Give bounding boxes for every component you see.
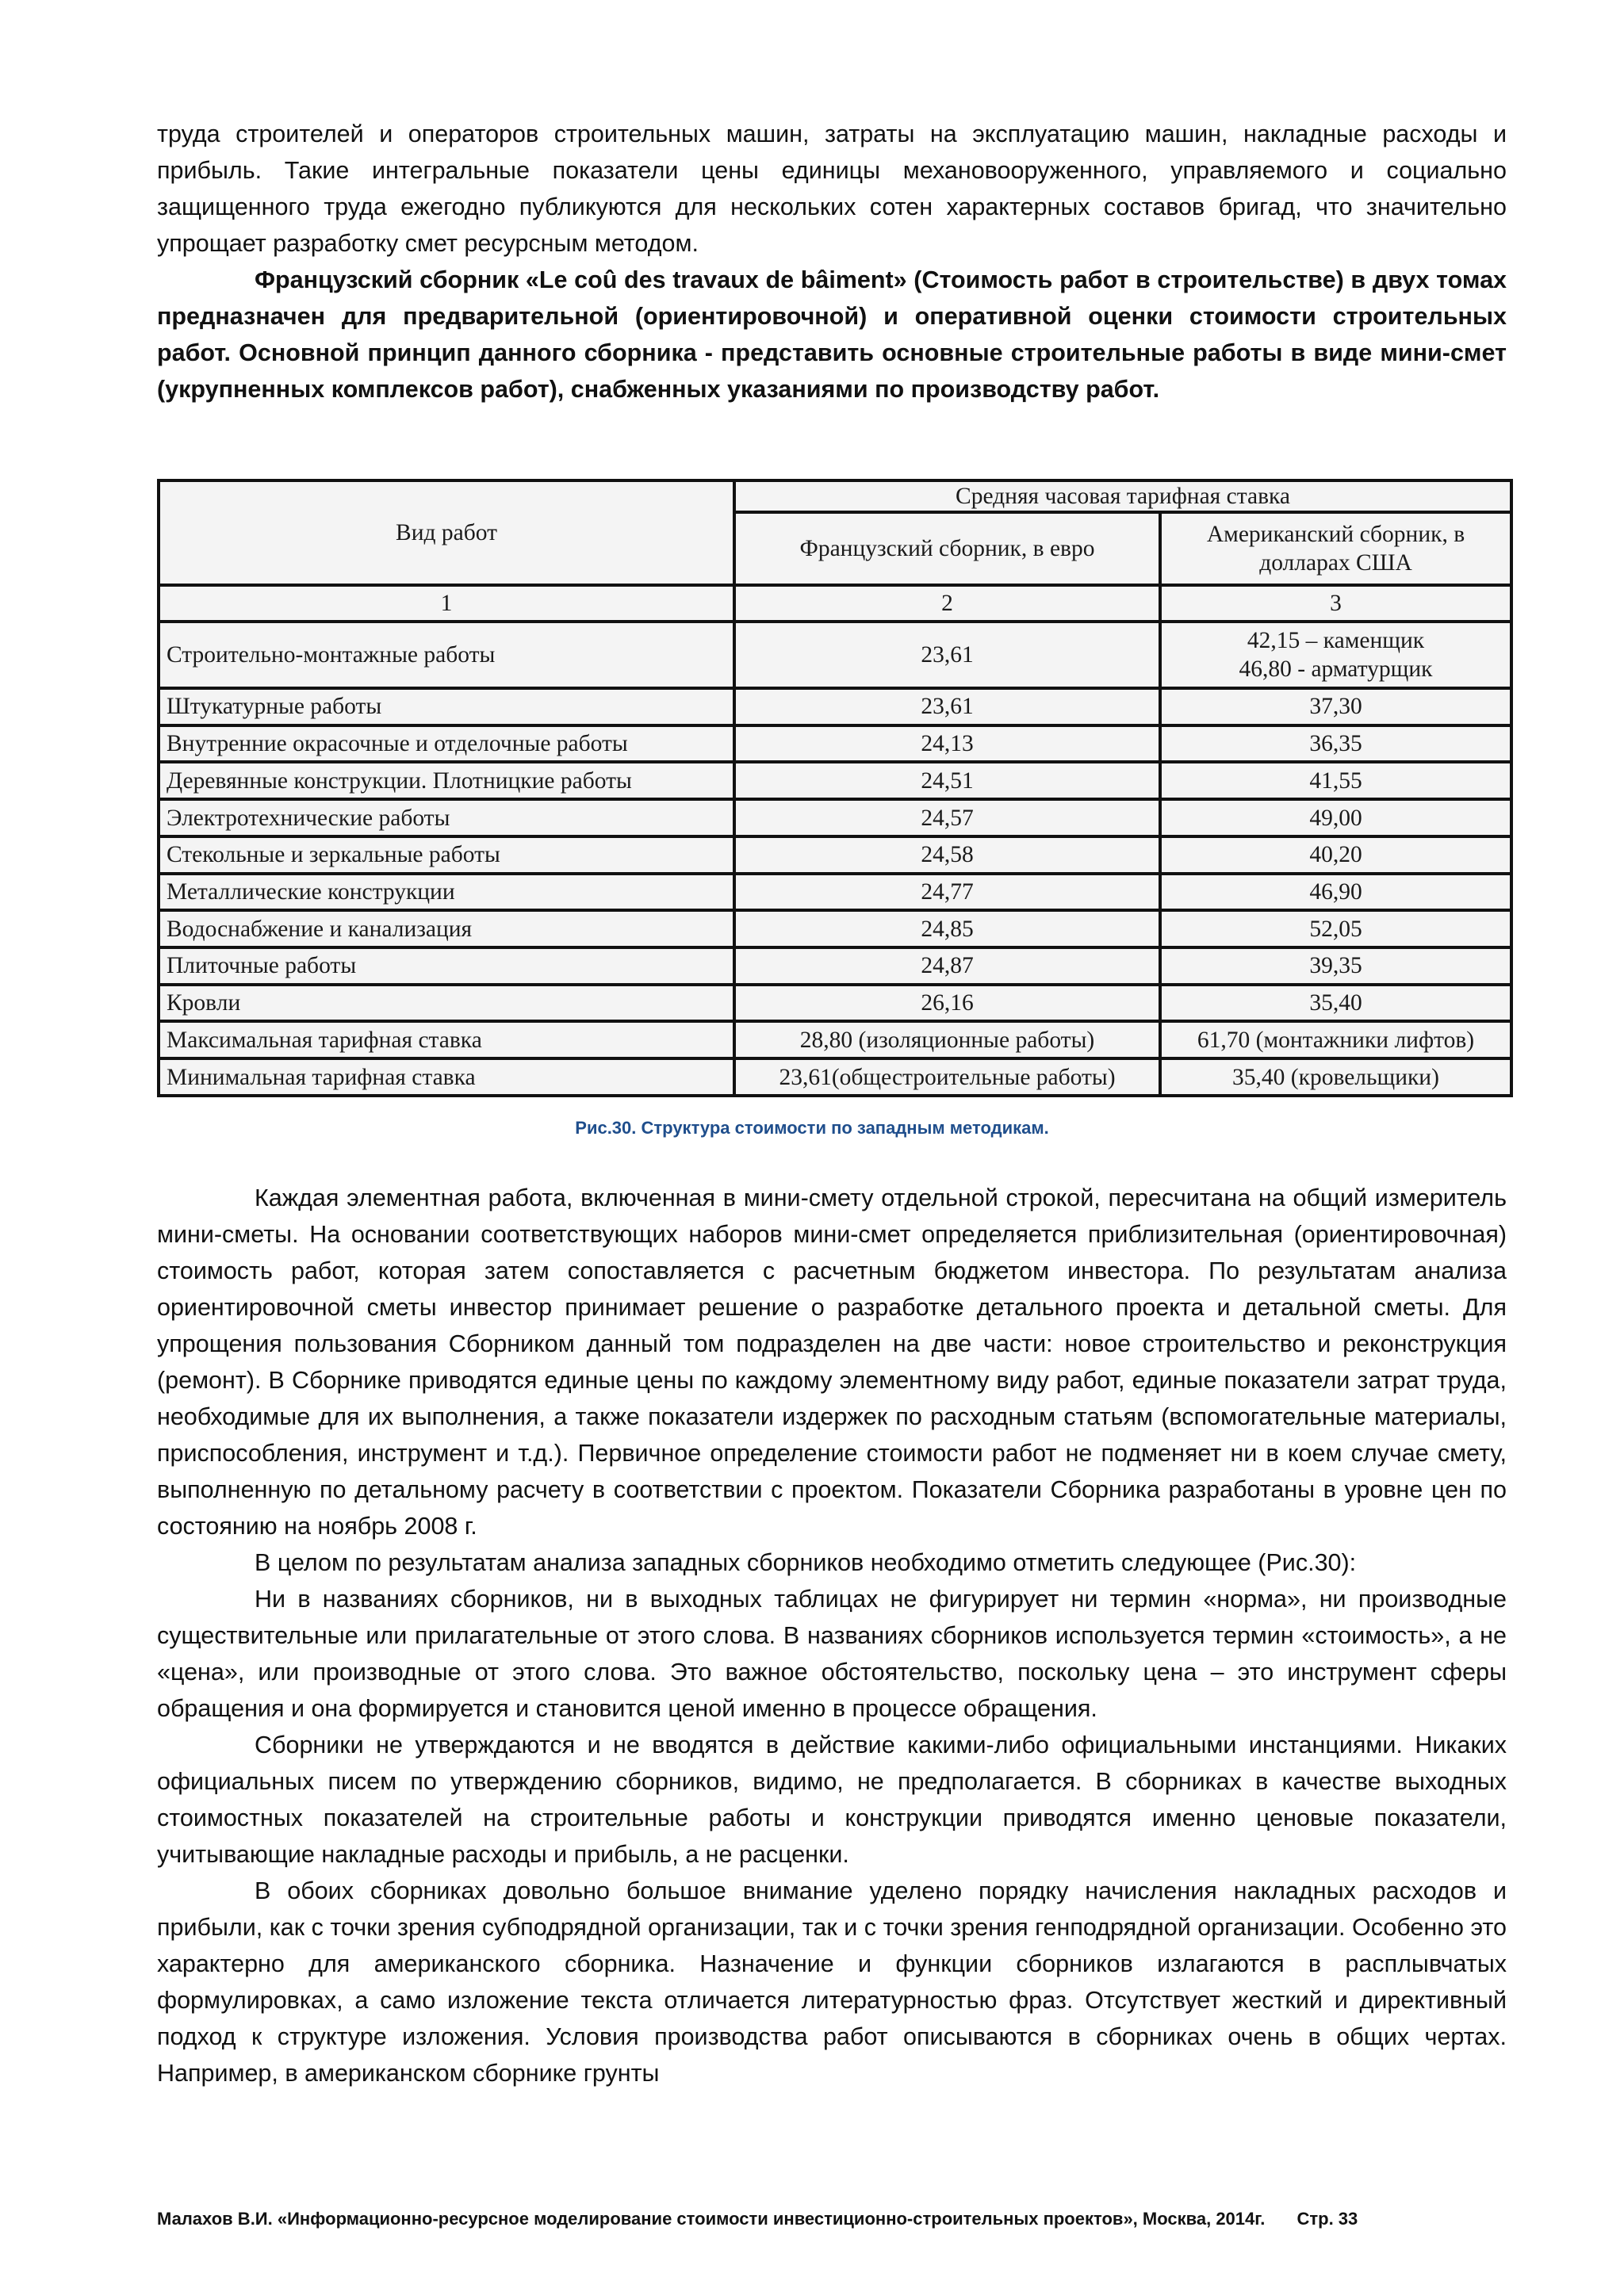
table-row [159,910,1511,947]
cell-french: 23,61 [734,622,1160,688]
cell-french: 28,80 (изоляционные работы) [734,1021,1160,1058]
cell-work: Внутренние окрасочные и отделочные работы [159,725,734,763]
body-paragraph: Ни в названиях сборников, ни в выходных таблицах не фигурирует ни термин «норма», ни производные существительные или прилагательные от этого слова. В названиях сборников используется термин «стоимость», а не «цена», или производные от этого слова. Это важное обстоятельство, поскольку цена – это инструмент сферы обращения и она формируется и становится ценой именно в процессе обращения. [157,1586,1507,1722]
table-row [159,799,1511,836]
cell-american: 36,35 [1160,725,1511,763]
footer-page-number: Стр. 33 [1297,2209,1358,2229]
body-paragraph: В обоих сборниках довольно большое внимание уделено порядку начисления накладных расходов и прибыли, как с точки зрения субподрядной организации, так и с точки зрения генподрядной организации. Особенно это характерно для американского сборника. Назначение и функции сборников излагаются в расплывчатых формулировках, а само изложение текста отличается литературностью фраз. Отсутствует жесткий и директивный подход к структуре изложения. Условия производства работ описываются в сборниках очень в общих чертах. Например, в американском сборнике грунты [157,1877,1507,2087]
cell-french: 24,13 [734,725,1160,763]
cell-american: 61,70 (монтажники лифтов) [1160,1021,1511,1058]
cell-french: 24,58 [734,836,1160,874]
body-paragraph: Каждая элементная работа, включенная в мини-смету отдельной строкой, пересчитана на общий измеритель мини-сметы. На основании соответствующих наборов мини-смет определяется приблизительная (ориентировочная) стоимость работ, которая затем сопоставляется с расчетным бюджетом инвестора. По результатам анализа ориентировочной сметы инвестор принимает решение о разработке детального проекта и детальной сметы. Для упрощения пользования Сборником данный том подразделен на две части: новое строительство и реконструкция (ремонт). В Сборнике приводятся единые цены по каждому элементному виду работ, единые показатели затрат труда, необходимые для их выполнения, а также показатели издержек по расходным статьям (вспомогательные материалы, приспособления, инструмент и т.д.). Первичное определение стоимости работ не подменяет ни в коем случае смету, выполненную по детальному расчету в соответствии с проектом. Показатели Сборника разработаны в уровне цен по состоянию на ноябрь 2008 г. [157,1184,1507,1540]
cell-french: 24,85 [734,910,1160,947]
rates-table [157,479,1513,1097]
table-row [159,1021,1511,1058]
cell-work: Электротехнические работы [159,799,734,836]
table-row [159,836,1511,874]
cell-french: 26,16 [734,985,1160,1022]
cell-work: Плиточные работы [159,947,734,985]
body-block [157,1180,1507,2091]
cell-american: 41,55 [1160,762,1511,799]
table-row [159,725,1511,763]
page-footer [157,2209,1507,2229]
cell-work: Максимальная тарифная ставка [159,1021,734,1058]
cell-american: 49,00 [1160,799,1511,836]
cell-french: 24,87 [734,947,1160,985]
cell-french: 24,51 [734,762,1160,799]
header-group: Средняя часовая тарифная ставка [734,480,1511,512]
cell-american [1160,622,1511,688]
cell-american: 35,40 (кровельщики) [1160,1058,1511,1096]
cell-work: Минимальная тарифная ставка [159,1058,734,1096]
footer-citation: Малахов В.И. «Информационно-ресурсное моделирование стоимости инвестиционно-строительных проектов», Москва, 2014г. [157,2209,1266,2229]
cell-work: Металлические конструкции [159,874,734,911]
cell-work: Строительно-монтажные работы [159,622,734,688]
figure-caption: Рис.30. Структура стоимости по западным методикам. [575,1118,1049,1138]
header-french: Французский сборник, в евро [734,512,1160,585]
cell-american: 37,30 [1160,688,1511,725]
cell-work: Штукатурные работы [159,688,734,725]
cell-french: 23,61 [734,688,1160,725]
cell-american: 40,20 [1160,836,1511,874]
cell-american-line2: 46,80 - арматурщик [1239,656,1433,682]
intro-block [157,116,1507,408]
cell-american: 52,05 [1160,910,1511,947]
cell-french: 23,61(общестроительные работы) [734,1058,1160,1096]
body-paragraph: В целом по результатам анализа западных сборников необходимо отметить следующее (Рис.30): [255,1549,1357,1576]
cell-work: Водоснабжение и канализация [159,910,734,947]
col-number: 1 [159,585,734,622]
cell-work: Деревянные конструкции. Плотницкие работы [159,762,734,799]
table-row [159,947,1511,985]
cell-french: 24,77 [734,874,1160,911]
header-american: Американский сборник, в долларах США [1160,512,1511,585]
table-row [159,1058,1511,1096]
rates-table-figure [157,479,1510,1097]
bold-paragraph: Французский сборник «Le coû des travaux de bâiment» (Стоимость работ в строительстве) в двух томах предназначен для предварительной (ориентировочной) и оперативной оценки стоимости строительных работ. Основной принцип данного сборника - представить основные строительные работы в виде мини-смет (укрупненных комплексов работ), снабженных указаниями по производству работ. [157,266,1507,403]
table-row [159,874,1511,911]
table-row [159,688,1511,725]
cell-american: 35,40 [1160,985,1511,1022]
intro-paragraph: труда строителей и операторов строительных машин, затраты на эксплуатацию машин, накладные расходы и прибыль. Такие интегральные показатели цены единицы механовооруженного, управляемого и социально защищенного труда ежегодно публикуются для нескольких сотен характерных составов бригад, что значительно упрощает разработку смет ресурсным методом. [157,121,1507,257]
cell-american: 46,90 [1160,874,1511,911]
cell-american-line1: 42,15 – каменщик [1247,628,1425,653]
header-work-type: Вид работ [159,480,734,585]
cell-french: 24,57 [734,799,1160,836]
col-number: 2 [734,585,1160,622]
cell-work: Кровли [159,985,734,1022]
cell-american: 39,35 [1160,947,1511,985]
table-row [159,985,1511,1022]
table-row [159,762,1511,799]
body-paragraph: Сборники не утверждаются и не вводятся в действие какими-либо официальными инстанциями. Никаких официальных писем по утверждению сборников, видимо, не предполагается. В сборниках в качестве выходных стоимостных показателей на строительные работы и конструкции приводятся именно ценовые показатели, учитывающие накладные расходы и прибыль, а не расценки. [157,1732,1507,1868]
cell-work: Стекольные и зеркальные работы [159,836,734,874]
col-number: 3 [1160,585,1511,622]
table-row [159,622,1511,688]
